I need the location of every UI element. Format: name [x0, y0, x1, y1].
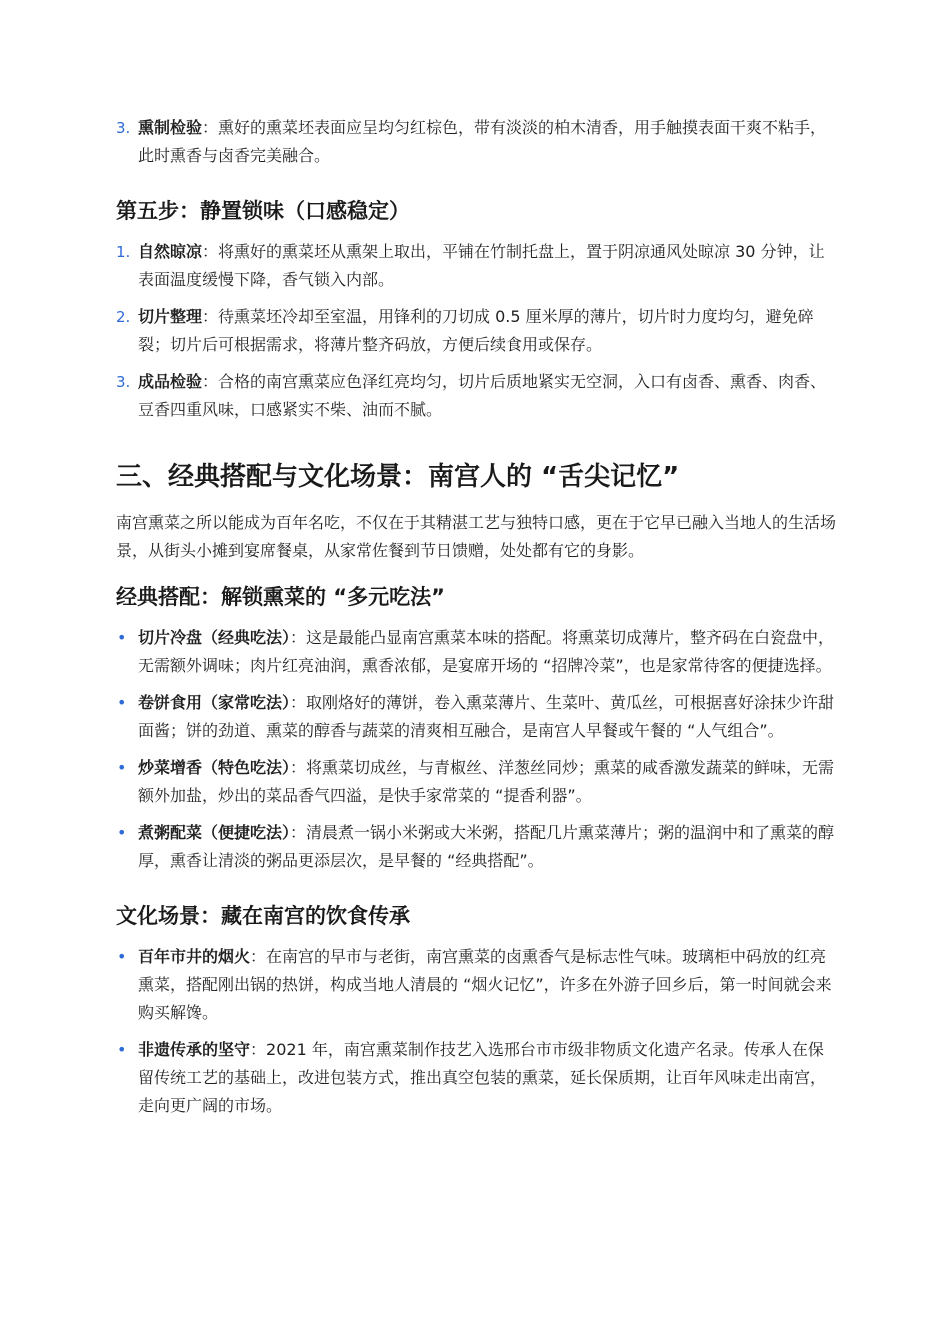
item-title: 切片冷盘（经典吃法）	[138, 628, 291, 647]
item-separator: ：	[202, 372, 219, 391]
culture-list	[116, 943, 838, 1120]
item-title: 熏制检验	[138, 118, 203, 137]
item-text: 熏好的熏菜坯表面应呈均匀红棕色，带有淡淡的柏木清香，用手触摸表面干爽不粘手，此时熏香与卤香完美融合。	[138, 118, 827, 165]
list-number: 3.	[116, 373, 131, 391]
item-title: 非遗传承的坚守	[138, 1040, 251, 1059]
item-separator: ：	[250, 1040, 267, 1059]
list-item	[116, 238, 838, 294]
bullet-icon: •	[117, 758, 127, 777]
item-title: 切片整理	[138, 307, 203, 326]
bullet-icon: •	[117, 823, 127, 842]
section3-heading: 三、经典搭配与文化场景：南宫人的 “舌尖记忆”	[116, 462, 680, 492]
list-item	[116, 624, 838, 680]
item-separator: ：	[290, 693, 307, 712]
item-separator: ：	[202, 242, 219, 261]
list-item	[116, 754, 838, 810]
list-item	[116, 303, 838, 359]
item-text: 2021 年，南宫熏菜制作技艺入选邢台市市级非物质文化遗产名录。传承人在保留传统工艺的基础上，改进包装方式，推出真空包装的熏菜，延长保质期，让百年风味走出南宫，走向更广阔的市场。	[138, 1040, 827, 1115]
list-item	[116, 943, 838, 1027]
bullet-icon: •	[117, 628, 127, 647]
item-separator: ：	[290, 628, 307, 647]
item-text: 这是最能凸显南宫熏菜本味的搭配。将熏菜切成薄片，整齐码在白瓷盘中，无需额外调味；肉片红亮油润，熏香浓郁，是宴席开场的 “招牌冷菜”，也是家常待客的便捷选择。	[138, 628, 835, 675]
document-content	[116, 114, 838, 1129]
item-title: 自然晾凉	[138, 242, 203, 261]
item-title: 煮粥配菜（便捷吃法）	[138, 823, 291, 842]
bullet-icon: •	[117, 1040, 127, 1059]
item-separator: ：	[290, 758, 307, 777]
item-text: 将熏菜切成丝，与青椒丝、洋葱丝同炒；熏菜的咸香激发蔬菜的鲜味，无需额外加盐，炒出的菜品香气四溢，是快手家常菜的 “提香利器”。	[138, 758, 835, 805]
item-text: 取刚烙好的薄饼，卷入熏菜薄片、生菜叶、黄瓜丝，可根据喜好涂抹少许甜面酱；饼的劲道、熏菜的醇香与蔬菜的清爽相互融合，是南宫人早餐或午餐的 “人气组合”。	[138, 693, 835, 740]
section3-intro: 南宫熏菜之所以能成为百年名吃，不仅在于其精湛工艺与独特口感，更在于它早已融入当地人的生活场景，从街头小摊到宴席餐桌，从家常佐餐到节日馈赠，处处都有它的身影。	[116, 513, 837, 560]
list-item	[116, 689, 838, 745]
pairing-heading: 经典搭配：解锁熏菜的 “多元吃法”	[116, 585, 445, 609]
step5-heading: 第五步：静置锁味（口感稳定）	[116, 199, 410, 223]
bullet-icon: •	[117, 693, 127, 712]
item-text: 清晨煮一锅小米粥或大米粥，搭配几片熏菜薄片；粥的温润中和了熏菜的醇厚，熏香让清淡的粥品更添层次，是早餐的 “经典搭配”。	[138, 823, 835, 870]
list-item	[116, 368, 838, 424]
step4-list	[116, 114, 838, 170]
step5-list	[116, 238, 838, 424]
item-title: 炒菜增香（特色吃法）	[138, 758, 291, 777]
pairing-list	[116, 624, 838, 875]
list-item	[116, 114, 838, 170]
item-title: 百年市井的烟火	[138, 947, 251, 966]
item-separator: ：	[250, 947, 267, 966]
list-number: 3.	[116, 119, 131, 137]
item-title: 成品检验	[138, 372, 203, 391]
item-title: 卷饼食用（家常吃法）	[138, 693, 291, 712]
list-number: 1.	[116, 243, 131, 261]
list-number: 2.	[116, 308, 131, 326]
list-item	[116, 819, 838, 875]
item-text: 在南宫的早市与老街，南宫熏菜的卤熏香气是标志性气味。玻璃柜中码放的红亮熏菜，搭配刚出锅的热饼，构成当地人清晨的 “烟火记忆”，许多在外游子回乡后，第一时间就会来购买解馋。	[138, 947, 832, 1022]
item-text: 待熏菜坯冷却至室温，用锋利的刀切成 0.5 厘米厚的薄片，切片时力度均匀，避免碎裂；切片后可根据需求，将薄片整齐码放，方便后续食用或保存。	[138, 307, 814, 354]
item-separator: ：	[202, 118, 219, 137]
item-separator: ：	[290, 823, 307, 842]
bullet-icon: •	[117, 947, 127, 966]
item-separator: ：	[202, 307, 219, 326]
list-item	[116, 1036, 838, 1120]
culture-heading: 文化场景：藏在南宫的饮食传承	[116, 904, 410, 928]
item-text: 将熏好的熏菜坯从熏架上取出，平铺在竹制托盘上，置于阴凉通风处晾凉 30 分钟，让表面温度缓慢下降，香气锁入内部。	[138, 242, 825, 289]
item-text: 合格的南宫熏菜应色泽红亮均匀，切片后质地紧实无空洞，入口有卤香、熏香、肉香、豆香四重风味，口感紧实不柴、油而不腻。	[138, 372, 827, 419]
